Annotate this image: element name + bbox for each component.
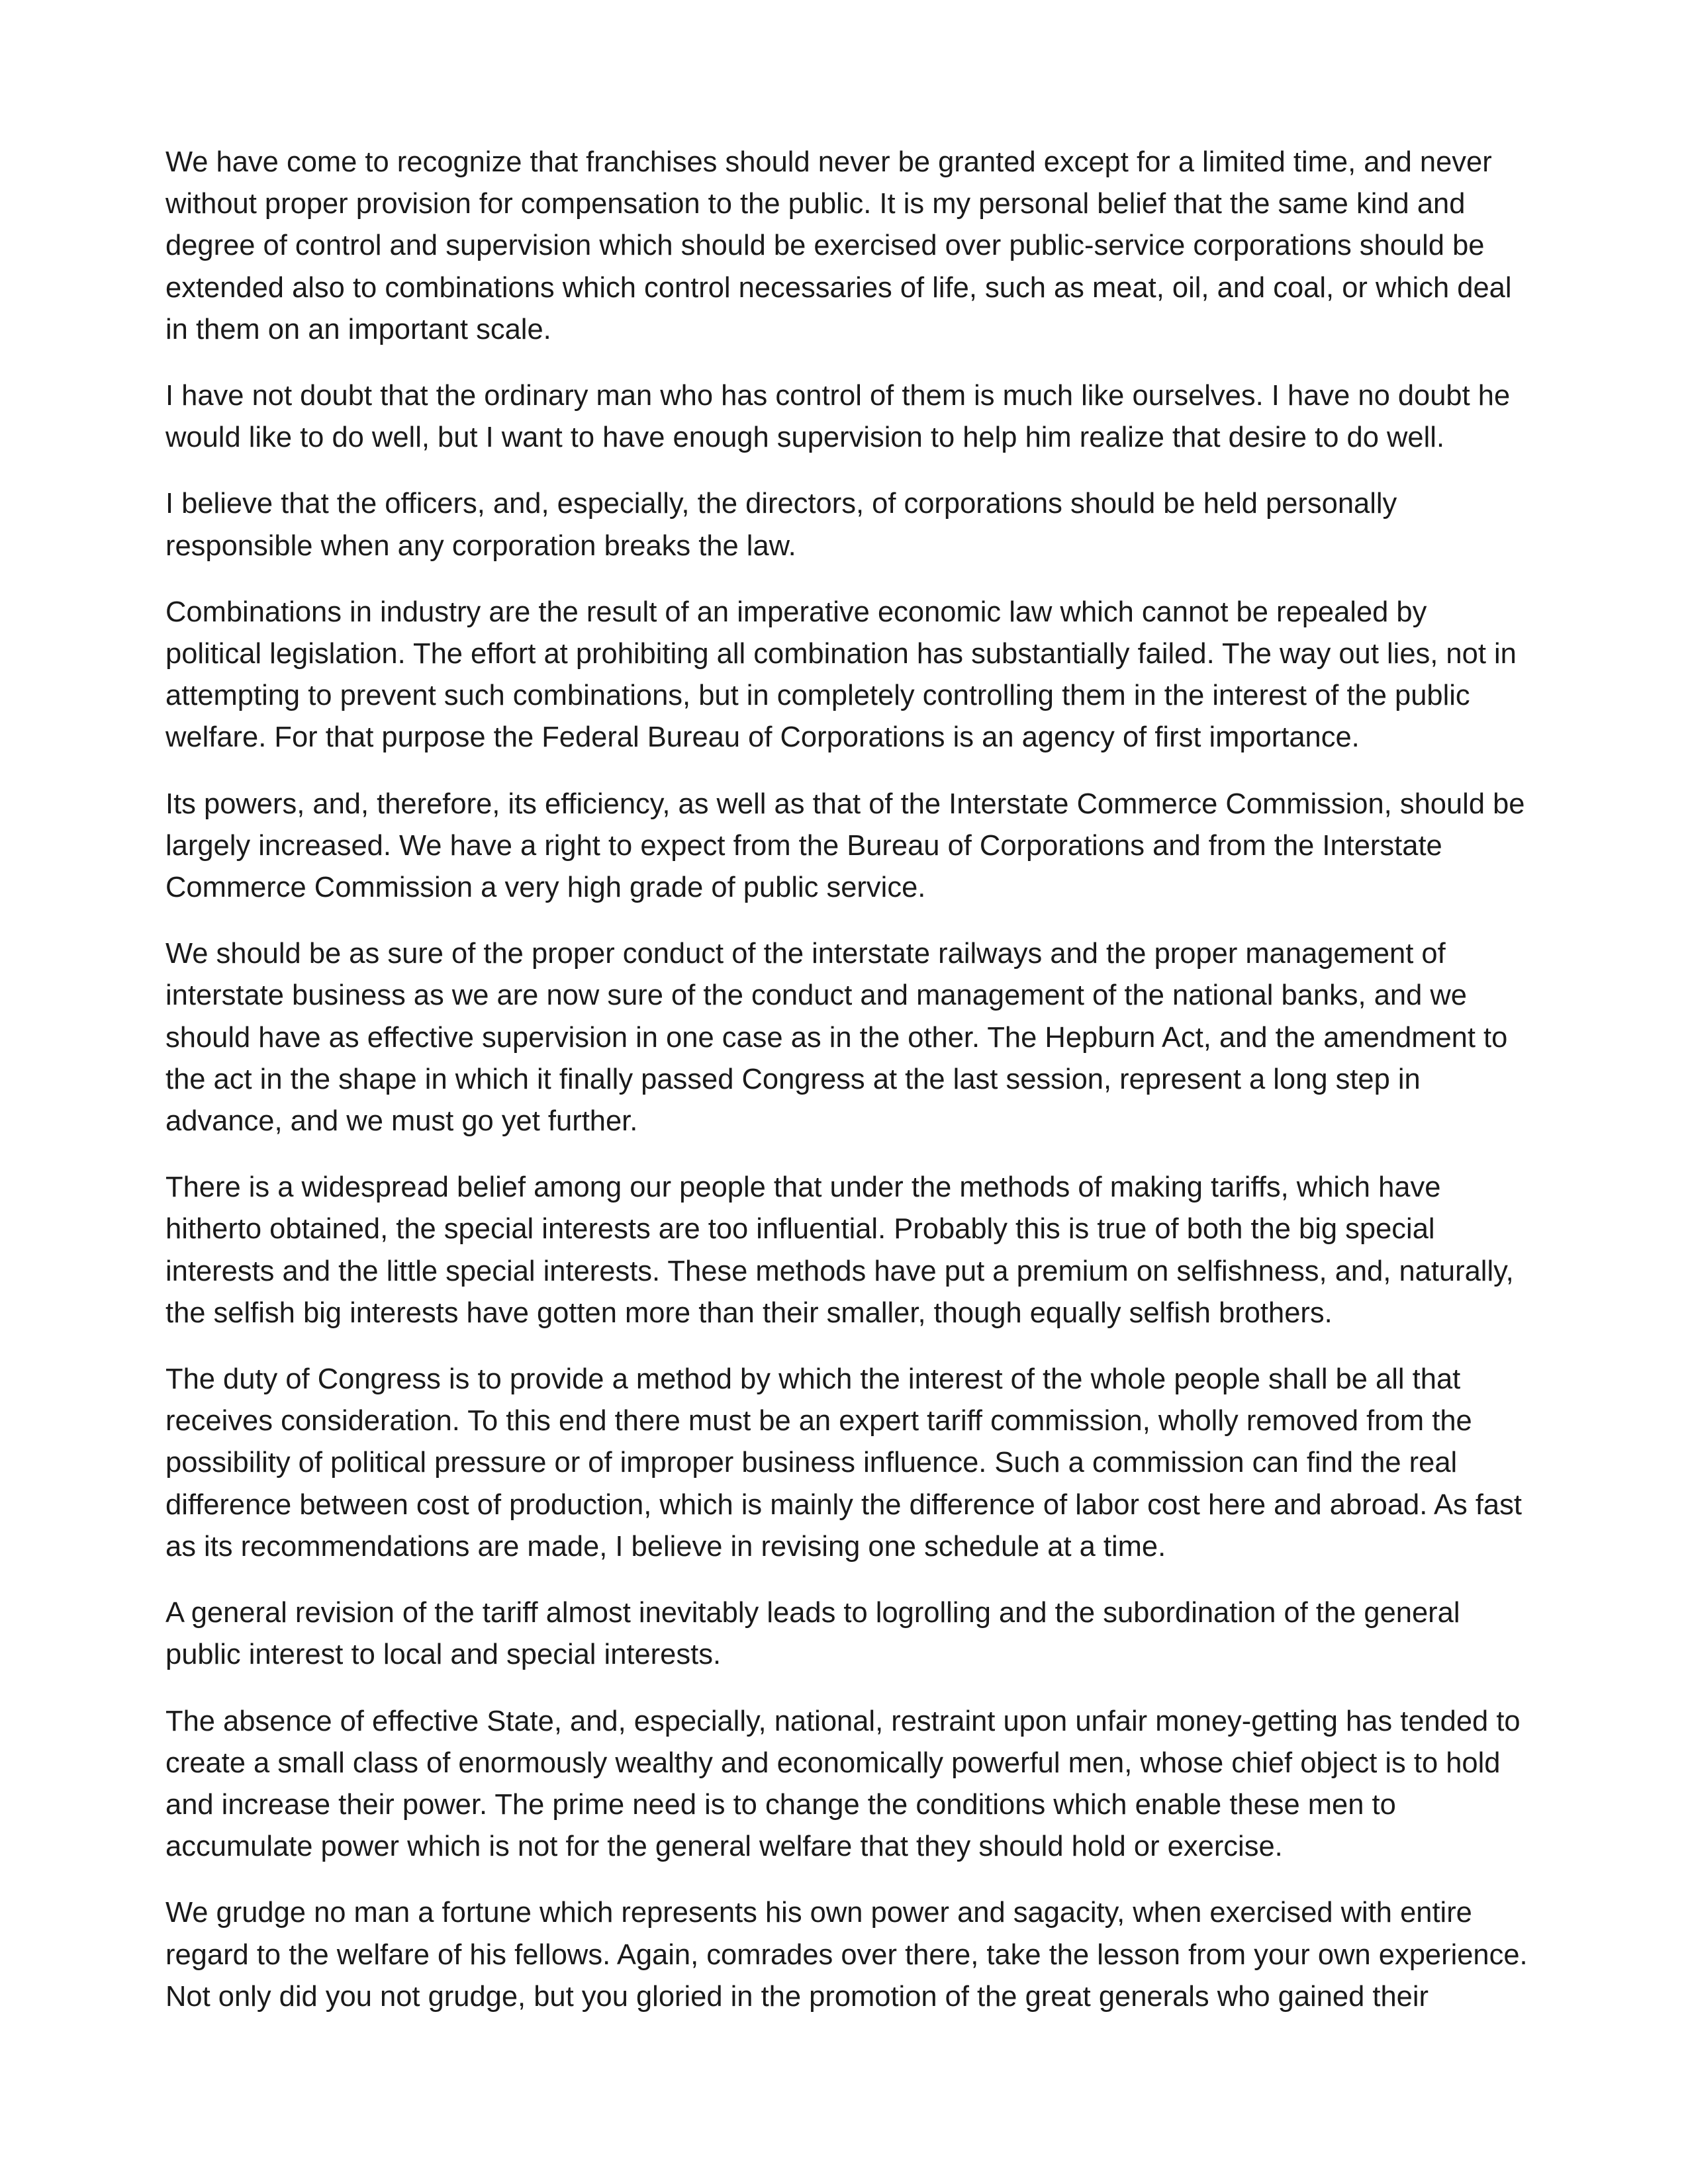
paragraph-general-revision: A general revision of the tariff almost inevitably leads to logrolling and the subordination of the general public interest to local and special interests. <box>165 1597 1460 1671</box>
paragraph-absence-of-restraint: The absence of effective State, and, especially, national, restraint upon unfair money-getting has tended to create a small class of enormously wealthy and economically powerful men, whose chief object is to hold and increase their power. The prime need is to change the conditions which enable these men to accumulate power which is not for the general welfare that they should hold or exercise. <box>165 1705 1521 1863</box>
paragraph-grudge-no-man: We grudge no man a fortune which represents his own power and sagacity, when exercised with entire regard to the welfare of his fellows. Again, comrades over there, take the lesson from your own experience. Not only did you not grudge, but you gloried in the promotion of the great generals who gained their <box>165 1897 1528 2013</box>
paragraph-ordinary-man: I have not doubt that the ordinary man who has control of them is much like ourselves. I have no doubt he would like to do well, but I want to have enough supervision to help him realize that desire to do well. <box>165 380 1511 454</box>
paragraph-combinations: Combinations in industry are the result of an imperative economic law which cannot be repealed by political legislation. The effort at prohibiting all combination has substantially failed. The way out lies, not in attempting to prevent such combinations, but in completely controlling them in the interest of the public welfare. For that purpose the Federal Bureau of Corporations is an agency of first importance. <box>165 596 1517 754</box>
paragraph-interstate-railways: We should be as sure of the proper conduct of the interstate railways and the proper management of interstate business as we are now sure of the conduct and management of the national banks, and we should have as effective supervision in one case as in the other. The Hepburn Act, and the amendment to the act in the shape in which it finally passed Congress at the last session, represent a long step in advance, and we must go yet further. <box>165 938 1508 1138</box>
paragraph-tariffs-belief: There is a widespread belief among our people that under the methods of making tariffs, which have hitherto obtained, the special interests are too influential. Probably this is true of both the big special interests and the little special interests. These methods have put a premium on selfishness, and, naturally, the selfish big interests have gotten more than their smaller, though equally selfish brothers. <box>165 1171 1514 1329</box>
body-text <box>165 142 1529 2018</box>
paragraph-franchises: We have come to recognize that franchises should never be granted except for a limited time, and never without proper provision for compensation to the public. It is my personal belief that the same kind and degree of control and supervision which should be exercised over public-service corporations should be extended also to combinations which control necessaries of life, such as meat, oil, and coal, or which deal in them on an important scale. <box>165 146 1512 345</box>
paragraph-duty-of-congress: The duty of Congress is to provide a method by which the interest of the whole people shall be all that receives consideration. To this end there must be an expert tariff commission, wholly removed from the possibility of political pressure or of improper business influence. Such a commission can find the real difference between cost of production, which is mainly the difference of labor cost here and abroad. As fast as its recommendations are made, I believe in revising one schedule at a time. <box>165 1363 1522 1563</box>
paragraph-powers-efficiency: Its powers, and, therefore, its efficiency, as well as that of the Interstate Commerce Commission, should be largely increased. We have a right to expect from the Bureau of Corporations and from the Interstate Commerce Commission a very high grade of public service. <box>165 788 1525 904</box>
paragraph-officers-directors: I believe that the officers, and, especially, the directors, of corporations should be held personally responsible when any corporation breaks the law. <box>165 488 1397 562</box>
